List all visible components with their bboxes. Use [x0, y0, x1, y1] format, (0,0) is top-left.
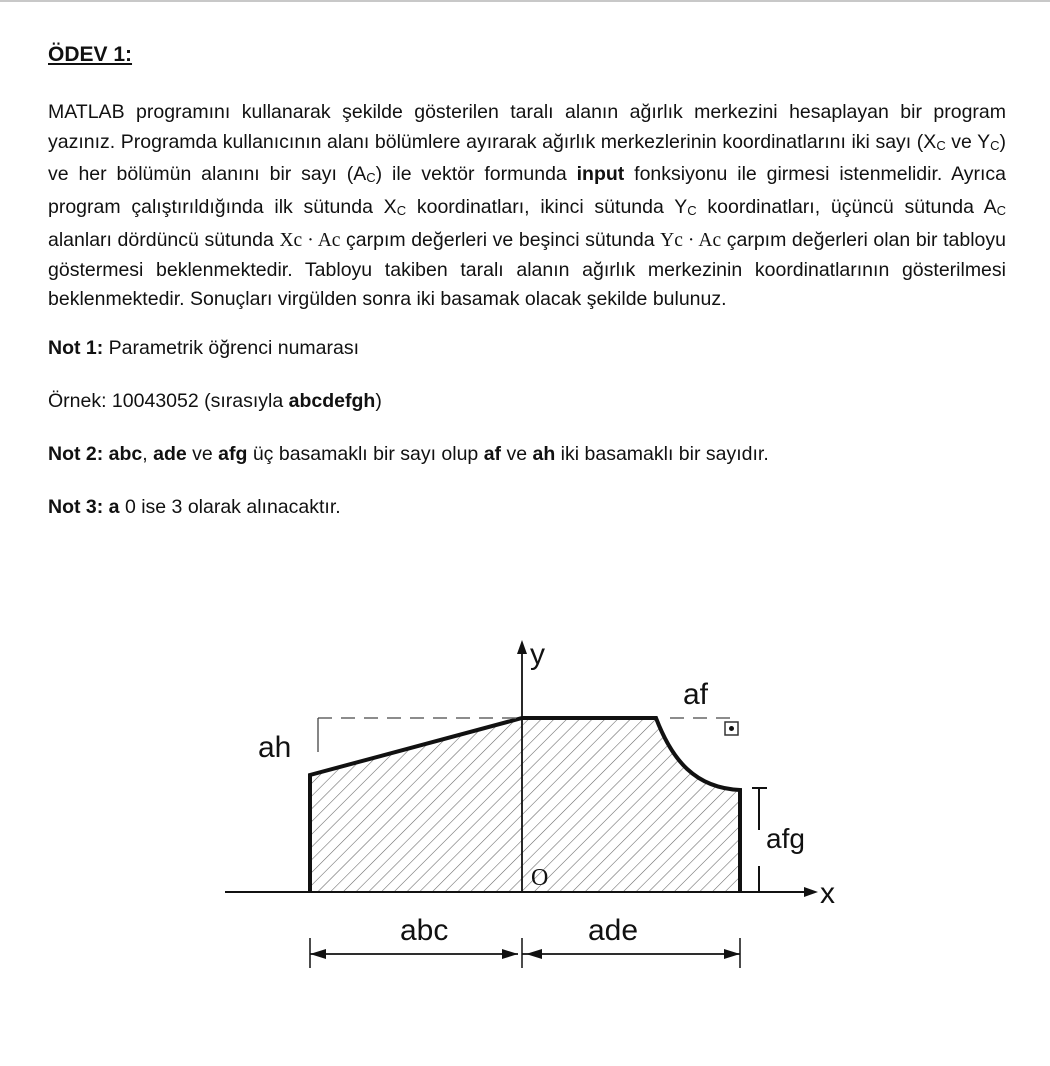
note-text: , — [142, 442, 154, 465]
para-text: ) ve her bölümün alanını bir sayı (A — [48, 130, 1006, 186]
note-text: Parametrik öğrenci numarası — [103, 336, 360, 359]
note-label: Not 1: — [48, 336, 104, 359]
note-bold: a — [108, 495, 120, 518]
point-marker-dot — [729, 726, 734, 731]
note-bold: af — [483, 442, 502, 465]
yc-ac-formula: Yc · Ac — [660, 229, 722, 251]
note-text: 0 ise 3 olarak alınacaktır. — [119, 495, 341, 518]
y-axis-label: y — [530, 638, 545, 671]
para-text: çarpım değerleri olan bir tabloyu göstermesi beklenmektedir. Tabloyu takiben taralı alanın ağırlık merkezinin koordinatlarının gösterilmesi beklenmektedir. Sonuçları virgülden sonra iki basamak olacak şekilde bulunuz. — [48, 228, 1006, 311]
para-text: ve Y — [945, 130, 991, 153]
example-end: ) — [375, 389, 382, 412]
note-bold: ade — [153, 442, 187, 465]
abc-arrow-left — [310, 949, 326, 959]
note-label: Not 3: — [48, 495, 104, 518]
para-text: MATLAB programını kullanarak şekilde gösterilen taralı alanın ağırlık merkezini hesaplayan bir program yazınız. Programda kullanıcının alanı bölümlere ayırarak ağırlık merkezlerinin koordinatlarını iki sayı (X — [48, 101, 1006, 153]
example-bold: abcdefgh — [288, 389, 376, 412]
subscript-c: C — [996, 203, 1006, 219]
subscript-c: C — [936, 137, 946, 153]
note-text: iki basamaklı bir sayıdır. — [555, 442, 769, 465]
subscript-c: C — [990, 137, 1000, 153]
y-axis-arrow — [517, 640, 527, 654]
subscript-c: C — [687, 203, 697, 219]
note-label: Not 2: — [48, 442, 104, 465]
af-label: af — [683, 678, 709, 711]
origin-label: O — [531, 865, 549, 891]
para-text: koordinatları, üçüncü sütunda A — [696, 196, 997, 219]
input-keyword: input — [576, 163, 625, 186]
note-bold: afg — [218, 442, 248, 465]
para-text: ) ile vektör formunda — [375, 163, 577, 186]
ah-label: ah — [258, 731, 292, 764]
subscript-c: C — [366, 170, 376, 186]
ade-arrow-left — [526, 949, 542, 959]
x-axis-label: x — [820, 877, 835, 910]
xc-ac-formula: Xc · Ac — [279, 229, 341, 251]
x-axis-arrow — [804, 887, 818, 897]
para-text: çarpım değerleri ve beşinci sütunda — [340, 228, 661, 251]
ade-arrow-right — [724, 949, 740, 959]
para-text: fonksiyonu ile girmesi istenmelidir. Ayrıca program çalıştırıldığında ilk sütunda X — [48, 163, 1007, 219]
abc-label: abc — [400, 914, 449, 947]
example-text: Örnek: 10043052 (sırasıyla — [48, 389, 289, 412]
ade-label: ade — [588, 914, 639, 947]
para-text: koordinatları, ikinci sütunda Y — [406, 196, 688, 219]
subscript-c: C — [396, 203, 407, 219]
note-text: ve — [186, 442, 219, 465]
note-bold: abc — [108, 442, 143, 465]
hatched-area — [310, 718, 740, 892]
para-text: alanları dördüncü sütunda — [48, 228, 280, 251]
abc-arrow-right — [502, 949, 518, 959]
afg-label: afg — [766, 823, 805, 854]
note-text: ve — [501, 442, 533, 465]
note-bold: ah — [532, 442, 556, 465]
note-text: üç basamaklı bir sayı olup — [247, 442, 484, 465]
page-title: ÖDEV 1: — [48, 43, 133, 66]
